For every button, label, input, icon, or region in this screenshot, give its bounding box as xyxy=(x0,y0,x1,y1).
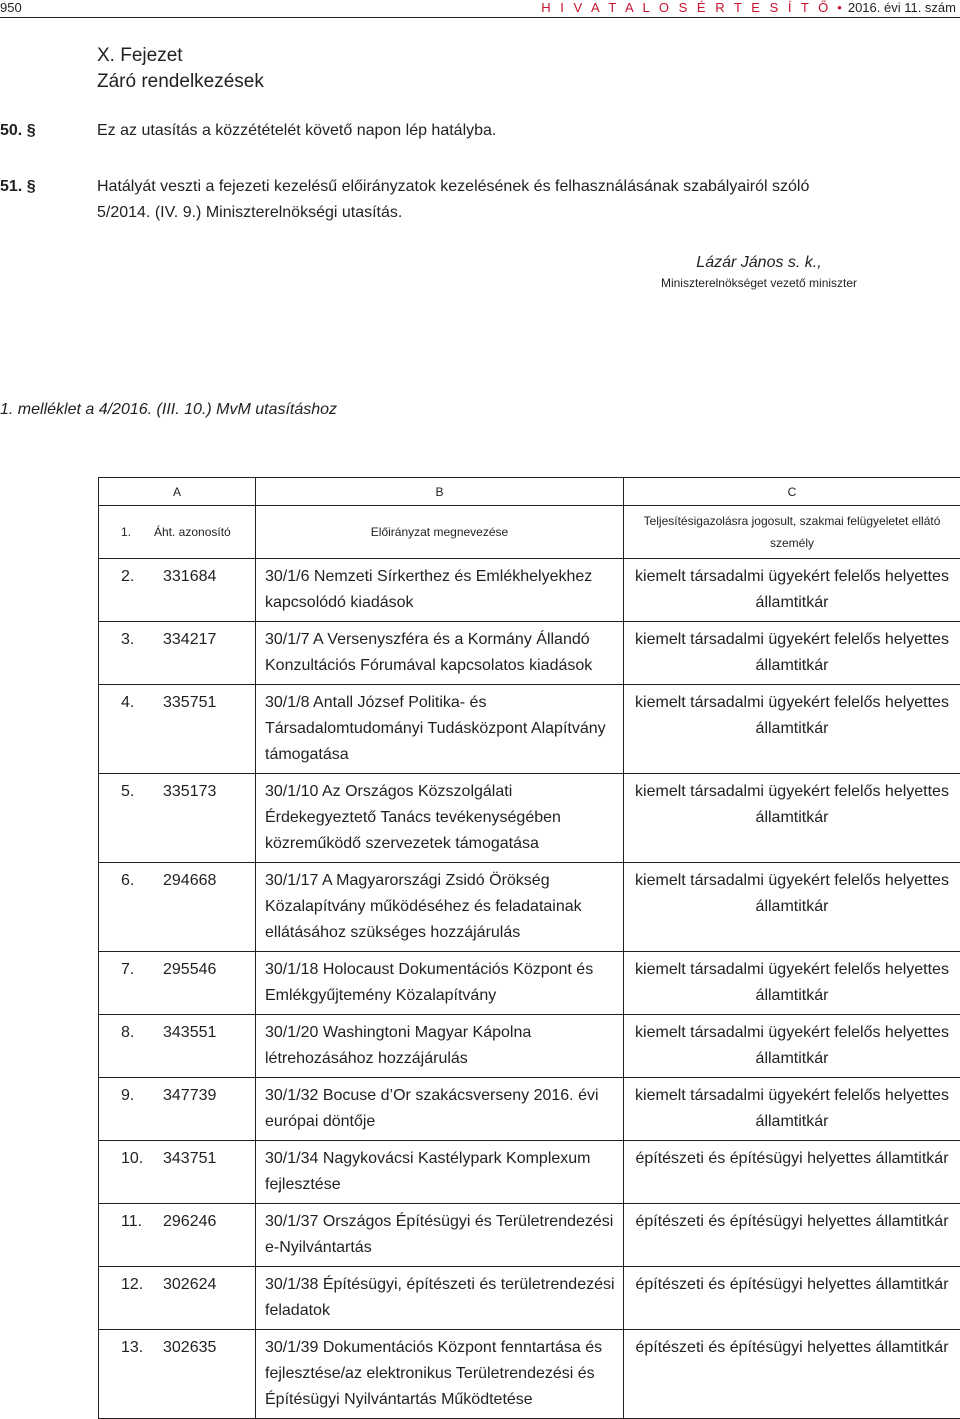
column-letter: A xyxy=(99,478,256,506)
appropriation-name-cell xyxy=(256,1078,624,1141)
row-id-cell xyxy=(99,685,256,774)
page-number: 950 xyxy=(0,0,22,15)
appropriation-name: 30/1/7 A Versenyszféra és a Kormány Állandó Konzultációs Fórumával kapcsolatos kiadások xyxy=(256,622,623,684)
row-id-cell xyxy=(99,559,256,622)
header-cell-id xyxy=(99,506,256,559)
appropriation-name-cell xyxy=(256,622,624,685)
appropriation-name: 30/1/34 Nagykovácsi Kastélypark Komplexum fejlesztése xyxy=(256,1141,623,1203)
row-number: 4. xyxy=(99,690,163,716)
column-letter-row xyxy=(99,478,960,506)
responsible-cell xyxy=(624,863,960,952)
row-number: 7. xyxy=(99,957,163,983)
row-number: 3. xyxy=(99,627,163,653)
table-row xyxy=(99,1204,960,1267)
aht-code: 347739 xyxy=(163,1083,216,1109)
responsible-cell xyxy=(624,622,960,685)
header-separator: • xyxy=(837,0,842,15)
appropriation-name: 30/1/18 Holocaust Dokumentációs Központ és Emlékgyűjtemény Közalapítvány xyxy=(256,952,623,1014)
aht-code: 302624 xyxy=(163,1272,216,1298)
table-row xyxy=(99,685,960,774)
issue-number: 2016. évi 11. szám xyxy=(848,0,956,15)
row-id-cell xyxy=(99,863,256,952)
header-id-label: Áht. azonosító xyxy=(154,525,231,539)
row-id-cell xyxy=(99,952,256,1015)
responsible-cell xyxy=(624,559,960,622)
responsible-person: építészeti és építésügyi helyettes államtitkár xyxy=(624,1204,960,1240)
appropriation-name-cell xyxy=(256,1330,624,1419)
chapter-heading xyxy=(97,43,264,95)
table-row xyxy=(99,559,960,622)
appropriation-name-cell xyxy=(256,1141,624,1204)
table-row xyxy=(99,952,960,1015)
row-id-cell xyxy=(99,1330,256,1419)
responsible-person: kiemelt társadalmi ügyekért felelős helyettes államtitkár xyxy=(624,1078,960,1140)
appropriation-name: 30/1/37 Országos Építésügyi és Területrendezési e-Nyilvántartás xyxy=(256,1204,623,1266)
table-row xyxy=(99,1141,960,1204)
responsible-person: építészeti és építésügyi helyettes államtitkár xyxy=(624,1141,960,1177)
row-id-cell xyxy=(99,1204,256,1267)
row-number: 11. xyxy=(99,1209,163,1235)
responsible-person: építészeti és építésügyi helyettes államtitkár xyxy=(624,1330,960,1366)
appropriation-name-cell xyxy=(256,952,624,1015)
responsible-person: építészeti és építésügyi helyettes államtitkár xyxy=(624,1267,960,1303)
column-letter: B xyxy=(256,478,624,506)
appropriation-name: 30/1/17 A Magyarországi Zsidó Örökség Közalapítvány működéséhez és feladatainak ellátásához szükséges hozzájárulás xyxy=(256,863,623,951)
column-letter: C xyxy=(624,478,960,506)
responsible-cell xyxy=(624,1078,960,1141)
annex-table xyxy=(98,477,960,1419)
aht-code: 296246 xyxy=(163,1209,216,1235)
table-row xyxy=(99,622,960,685)
responsible-cell xyxy=(624,1267,960,1330)
responsible-cell xyxy=(624,685,960,774)
appropriation-name: 30/1/20 Washingtoni Magyar Kápolna létrehozásához hozzájárulás xyxy=(256,1015,623,1077)
table-row xyxy=(99,774,960,863)
row-id-cell xyxy=(99,774,256,863)
aht-code: 335173 xyxy=(163,779,216,805)
responsible-person: kiemelt társadalmi ügyekért felelős helyettes államtitkár xyxy=(624,774,960,836)
appropriation-name-cell xyxy=(256,559,624,622)
aht-code: 335751 xyxy=(163,690,216,716)
section-text: Ez az utasítás a közzétételét követő napon lép hatályba. xyxy=(97,118,857,144)
appropriation-name: 30/1/8 Antall József Politika- és Társadalomtudományi Tudásközpont Alapítvány támogatása xyxy=(256,685,623,773)
header-cell-name: Előirányzat megnevezése xyxy=(256,506,624,559)
section-number: 51. § xyxy=(0,178,36,196)
row-number: 9. xyxy=(99,1083,163,1109)
table-row xyxy=(99,1330,960,1419)
responsible-person: kiemelt társadalmi ügyekért felelős helyettes államtitkár xyxy=(624,559,960,621)
row-number: 10. xyxy=(99,1146,163,1172)
chapter-title: X. Fejezet xyxy=(97,43,264,69)
row-id-cell xyxy=(99,622,256,685)
row-number: 8. xyxy=(99,1020,163,1046)
responsible-person: kiemelt társadalmi ügyekért felelős helyettes államtitkár xyxy=(624,685,960,747)
header-cell-responsible: Teljesítésigazolásra jogosult, szakmai felügyeletet ellátó személy xyxy=(624,506,960,559)
aht-code: 294668 xyxy=(163,868,216,894)
header-row-number: 1. xyxy=(99,525,154,539)
appropriation-name-cell xyxy=(256,1015,624,1078)
appropriation-name: 30/1/38 Építésügyi, építészeti és területrendezési feladatok xyxy=(256,1267,623,1329)
row-number: 12. xyxy=(99,1272,163,1298)
annex-title: 1. melléklet a 4/2016. (III. 10.) MvM utasításhoz xyxy=(0,401,337,419)
appropriation-name-cell xyxy=(256,774,624,863)
header-divider xyxy=(0,17,960,18)
row-id-cell xyxy=(99,1267,256,1330)
table-row xyxy=(99,1078,960,1141)
appropriation-name: 30/1/10 Az Országos Közszolgálati Érdekegyeztető Tanács tevékenységében közreműködő szervezetek támogatása xyxy=(256,774,623,862)
appropriation-name-cell xyxy=(256,685,624,774)
table-row xyxy=(99,1267,960,1330)
responsible-person: kiemelt társadalmi ügyekért felelős helyettes államtitkár xyxy=(624,622,960,684)
row-number: 6. xyxy=(99,868,163,894)
responsible-cell xyxy=(624,1015,960,1078)
appropriation-name: 30/1/6 Nemzeti Sírkerthez és Emlékhelyekhez kapcsolódó kiadások xyxy=(256,559,623,621)
responsible-cell xyxy=(624,774,960,863)
row-number: 5. xyxy=(99,779,163,805)
row-number: 13. xyxy=(99,1335,163,1361)
section-text: Hatályát veszti a fejezeti kezelésű előirányzatok kezelésének és felhasználásának szabályairól szóló 5/2014. (IV. 9.) Miniszterelnökségi utasítás. xyxy=(97,174,857,226)
appropriation-name-cell xyxy=(256,1204,624,1267)
responsible-cell xyxy=(624,1141,960,1204)
responsible-person: kiemelt társadalmi ügyekért felelős helyettes államtitkár xyxy=(624,863,960,925)
responsible-cell xyxy=(624,1204,960,1267)
appropriation-name: 30/1/32 Bocuse d’Or szakácsverseny 2016. évi európai döntője xyxy=(256,1078,623,1140)
responsible-cell xyxy=(624,1330,960,1419)
row-id-cell xyxy=(99,1078,256,1141)
aht-code: 343551 xyxy=(163,1020,216,1046)
responsible-person: kiemelt társadalmi ügyekért felelős helyettes államtitkár xyxy=(624,952,960,1014)
row-number: 2. xyxy=(99,564,163,590)
section-number: 50. § xyxy=(0,122,36,140)
row-id-cell xyxy=(99,1141,256,1204)
aht-code: 302635 xyxy=(163,1335,216,1361)
table-row xyxy=(99,1015,960,1078)
row-id-cell xyxy=(99,1015,256,1078)
aht-code: 295546 xyxy=(163,957,216,983)
responsible-cell xyxy=(624,952,960,1015)
aht-code: 331684 xyxy=(163,564,216,590)
table-row xyxy=(99,863,960,952)
publication-title: H I V A T A L O S É R T E S Í T Ő xyxy=(541,0,831,15)
appropriation-name: 30/1/39 Dokumentációs Központ fenntartása és fejlesztése/az elektronikus Területrendezési és Építésügyi Nyilvántartás Működtetése xyxy=(256,1330,623,1418)
appropriation-name-cell xyxy=(256,1267,624,1330)
table-header-row xyxy=(99,506,960,559)
signer-role: Miniszterelnökséget vezető miniszter xyxy=(634,276,884,290)
aht-code: 334217 xyxy=(163,627,216,653)
appropriation-name-cell xyxy=(256,863,624,952)
chapter-subtitle: Záró rendelkezések xyxy=(97,69,264,95)
responsible-person: kiemelt társadalmi ügyekért felelős helyettes államtitkár xyxy=(624,1015,960,1077)
aht-code: 343751 xyxy=(163,1146,216,1172)
publication-header xyxy=(541,0,956,15)
signer-name: Lázár János s. k., xyxy=(634,254,884,272)
